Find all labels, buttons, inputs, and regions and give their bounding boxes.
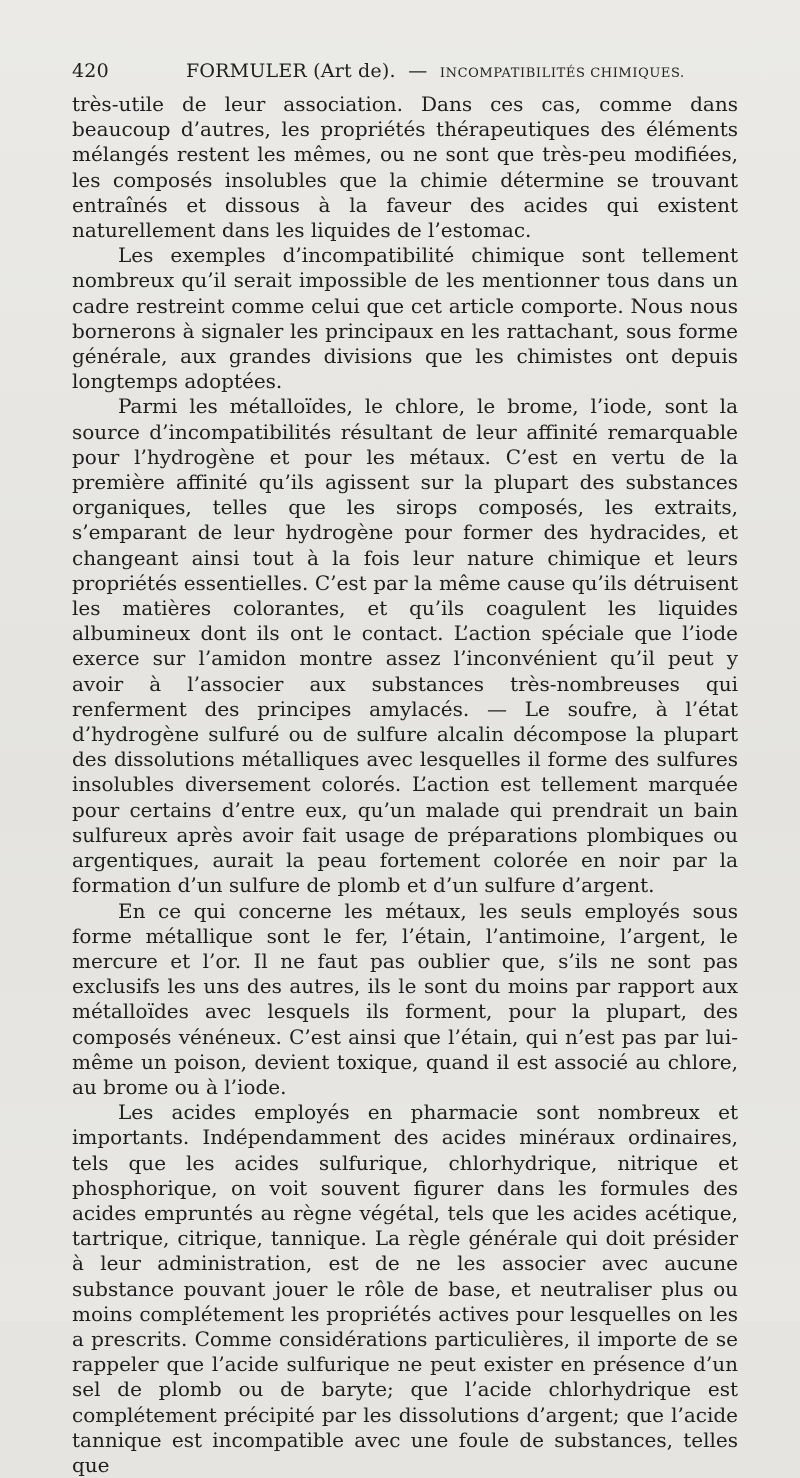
- running-header: [72, 60, 738, 88]
- paragraph-2: Les exemples d’incompatibilité chimique sont tellement nombreux qu’il serait impossible de les mentionner tous dans un cadre restreint comme celui que cet article comporte. Nous nous bornerons à signaler les principaux en les rattachant, sous forme générale, aux grandes divisions que les chimistes ont depuis longtemps adoptées.: [72, 243, 738, 394]
- paragraph-4: En ce qui concerne les métaux, les seuls employés sous forme métallique sont le fer, l’étain, l’antimoine, l’argent, le mercure et l’or. Il ne faut pas oublier que, s’ils ne sont pas exclusifs les uns des autres, ils le sont du moins par rapport aux métalloïdes avec lesquels ils forment, pour la plupart, des composés vénéneux. C’est ainsi que l’étain, qui n’est pas par lui-même un poison, devient toxique, quand il est associé au chlore, au brome ou à l’iode.: [72, 898, 738, 1099]
- page-number: 420: [72, 60, 109, 82]
- running-title-section: INCOMPATIBILITÉS CHIMIQUES.: [439, 66, 685, 81]
- running-title-dash: —: [408, 60, 428, 82]
- paragraph-5: Les acides employés en pharmacie sont nombreux et importants. Indépendamment des acides minéraux ordinaires, tels que les acides sulfurique, chlorhydrique, nitrique et phosphorique, on voit souvent figurer dans les formules des acides empruntés au règne végétal, tels que les acides acétique, tartrique, citrique, tannique. La règle générale qui doit présider à leur administration, est de ne les associer avec aucune substance pouvant jouer le rôle de base, et neutraliser plus ou moins complétement les propriétés actives pour lesquelles on les a prescrits. Comme considérations particulières, il importe de se rappeler que l’acide sulfurique ne peut exister en présence d’un sel de plomb ou de baryte; que l’acide chlorhydrique est complétement précipité par les dissolutions d’argent; que l’acide tannique est incompatible avec une foule de substances, telles que: [72, 1100, 738, 1477]
- running-title: [186, 60, 685, 82]
- running-title-main: FORMULER (Art de).: [186, 60, 396, 82]
- body-text: [72, 92, 738, 1478]
- paragraph-1: très-utile de leur association. Dans ces cas, comme dans beaucoup d’autres, les propriétés thérapeutiques des éléments mélangés restent les mêmes, ou ne sont que très-peu modifiées, les composés insolubles que la chimie détermine se trouvant entraînés et dissous à la faveur des acides qui existent naturellement dans les liquides de l’estomac.: [72, 92, 738, 243]
- paragraph-3: Parmi les métalloïdes, le chlore, le brome, l’iode, sont la source d’incompatibilités résultant de leur affinité remarquable pour l’hydrogène et pour les métaux. C’est en vertu de la première affinité qu’ils agissent sur la plupart des substances organiques, telles que les sirops composés, les extraits, s’emparant de leur hydrogène pour former des hydracides, et changeant ainsi tout à la fois leur nature chimique et leurs propriétés essentielles. C’est par la même cause qu’ils détruisent les matières colorantes, et qu’ils coagulent les liquides albumineux dont ils ont le contact. L’action spéciale que l’iode exerce sur l’amidon montre assez l’inconvénient qu’il peut y avoir à l’associer aux substances très-nombreuses qui renferment des principes amylacés. — Le soufre, à l’état d’hydrogène sulfuré ou de sulfure alcalin décompose la plupart des dissolutions métalliques avec lesquelles il forme des sulfures insolubles diversement colorés. L’action est tellement marquée pour certains d’entre eux, qu’un malade qui prendrait un bain sulfureux après avoir fait usage de préparations plombiques ou argentiques, aurait la peau fortement colorée en noir par la formation d’un sulfure de plomb et d’un sulfure d’argent.: [72, 394, 738, 898]
